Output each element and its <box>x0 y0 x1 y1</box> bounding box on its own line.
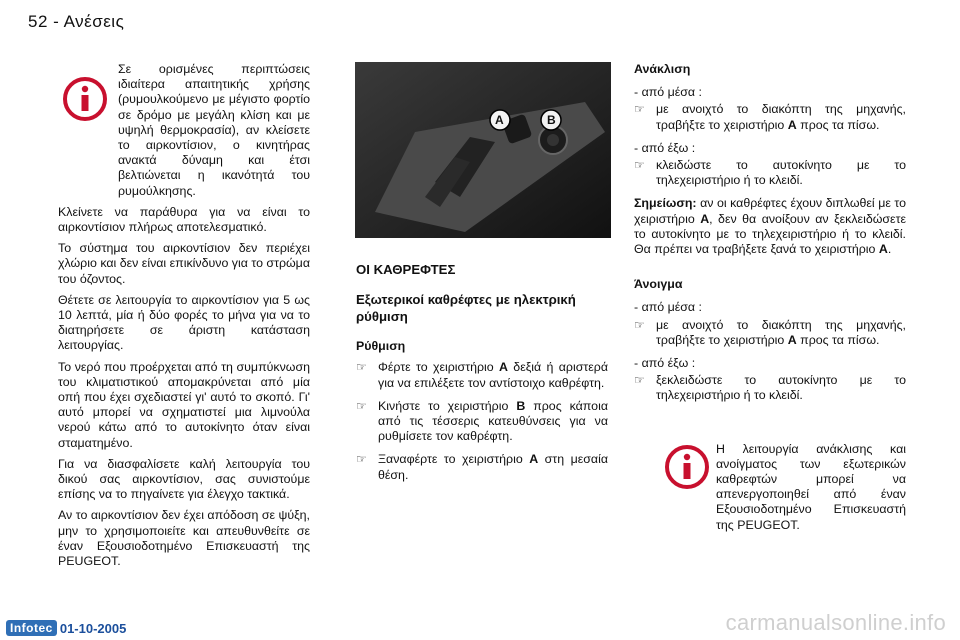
list-item <box>634 373 906 403</box>
pointing-hand-icon: ☞ <box>356 452 367 467</box>
pointing-hand-icon: ☞ <box>634 158 645 173</box>
paragraph: Σε ορισμένες περιπτώσεις ιδιαίτερα απαιτητικής χρήσης (ρυμουλκούμενο με μέγιστο φορτίο σε δρόμο με μεγάλη κλίση και με υψηλή θερμοκρασία), αν κλείσετε το αιρκοντίσιον, ο κινητήρας ανακτά δύναμη και έτσι βελτιώνεται η ικανότητά του ρυμούλκησης. <box>118 62 310 198</box>
header-separator: - <box>53 12 60 31</box>
list-item-text: Φέρτε το χειριστήριο A δεξιά ή αριστερά για να επιλέξετε τον αντίστοιχο καθρέφτη. <box>378 360 608 390</box>
folding-title: Ανάκλιση <box>634 62 691 76</box>
left-column <box>58 62 310 575</box>
page-header <box>28 12 124 32</box>
outside-label: - από έξω : <box>634 140 696 155</box>
footer <box>6 620 126 636</box>
footer-date: 01-10-2005 <box>59 620 127 636</box>
middle-column <box>356 262 608 491</box>
list-item-text: ξεκλειδώστε το αυτοκίνητο με το τηλεχειριστήριο ή το κλειδί. <box>656 373 906 403</box>
pointing-hand-icon: ☞ <box>356 360 367 375</box>
list-item-text: με ανοιχτό το διακόπτη της μηχανής, τραβήξτε το χειριστήριο A προς τα πίσω. <box>656 317 906 347</box>
page-title: Ανέσεις <box>63 12 125 31</box>
pointing-hand-icon: ☞ <box>356 398 367 413</box>
note-paragraph: Σημείωση: αν οι καθρέφτες έχουν διπλωθεί με το χειριστήριο A, δεν θα ανοίξουν αν ξεκλειδώσετε το αυτοκίνητο με το τηλεχειριστήριο ή το κλειδί. Θα πρέπει να τραβήξετε ξανά το χειριστήριο A. <box>634 196 906 257</box>
list-item <box>634 102 906 132</box>
pointing-hand-icon: ☞ <box>634 373 645 388</box>
list-item <box>356 452 608 482</box>
subsection-title: Εξωτερικοί καθρέφτες με ηλεκτρική ρύθμιση <box>356 292 576 325</box>
inside-label: - από μέσα : <box>634 85 702 100</box>
list-item <box>634 158 906 188</box>
paragraph: Κλείνετε να παράθυρα για να είναι το αιρκοντίσιον πλήρως αποτελεσματικό. <box>58 204 310 235</box>
section-title: ΟΙ ΚΑΘΡΕΦΤΕΣ <box>356 262 456 277</box>
list-item-text: κλειδώστε το αυτοκίνητο με το τηλεχειριστήριο ή το κλειδί. <box>656 158 906 188</box>
paragraph: Το νερό που προέρχεται από τη συμπύκνωση του κλιματιστικού απομακρύνεται από μία οπή που έχει σχεδιαστεί γι' αυτό το σκοπό. Γι' αυτό μπορεί να σχηματιστεί μια λιμνούλα νερού κάτω από το αυτοκίνητο όταν είναι σταματημένο. <box>58 359 310 450</box>
info-paragraph: Η λειτουργία ανάκλισης και ανοίγματος των εξωτερικών καθρεφτών μπορεί να απενεργοποιηθεί από έναν Εξουσιοδοτημένο Επισκευαστή της PEUGEOT. <box>716 441 906 532</box>
list-item-text: Κινήστε το χειριστήριο B προς κάποια από τις τέσσερις κατευθύνσεις για να ρυθμίσετε τον καθρέφτη. <box>378 398 608 444</box>
paragraph: Το σύστημα του αιρκοντίσιον δεν περιέχει χλώριο και δεν είναι επικίνδυνο για το στρώμα του όζοντος. <box>58 241 310 286</box>
outside-label: - από έξω : <box>634 356 696 371</box>
list-item-text: Ξαναφέρτε το χειριστήριο A στη μεσαία θέση. <box>378 452 608 482</box>
label-b: B <box>547 113 556 127</box>
list-item <box>356 360 608 390</box>
list-item <box>356 399 608 445</box>
paragraph: Θέτετε σε λειτουργία το αιρκοντίσιον για 5 ως 10 λεπτά, μία ή δύο φορές το μήνα για να το διατηρήσετε σε άριστη κατάσταση λειτουργίας. <box>58 292 310 353</box>
mirror-control-photo <box>355 62 611 238</box>
page-number: 52 <box>28 12 48 31</box>
paragraph: Αν το αιρκοντίσιον δεν έχει απόδοση σε ψύξη, μην το χρησιμοποιείτε και απευθυνθείτε σε έναν Εξουσιοδοτημένο Επισκευαστή της PEUGEOT. <box>58 508 310 569</box>
infotec-logo: Infotec <box>6 620 57 636</box>
unfolding-title: Άνοιγμα <box>634 277 683 292</box>
watermark: carmanualsonline.info <box>725 610 946 635</box>
list-item <box>634 318 906 348</box>
adjustment-label: Ρύθμιση <box>356 339 406 354</box>
label-a: A <box>495 113 504 127</box>
info-icon <box>664 444 710 490</box>
inside-label: - από μέσα : <box>634 300 702 315</box>
pointing-hand-icon: ☞ <box>634 317 645 332</box>
pointing-hand-icon: ☞ <box>634 102 645 117</box>
paragraph: Για να διασφαλίσετε καλή λειτουργία του δικού σας αιρκοντίσιον, σας συνιστούμε επίσης να το πηγαίνετε για έλεγχο τακτικά. <box>58 456 310 502</box>
list-item-text: με ανοιχτό το διακόπτη της μηχανής, τραβήξτε το χειριστήριο A προς τα πίσω. <box>656 102 906 132</box>
